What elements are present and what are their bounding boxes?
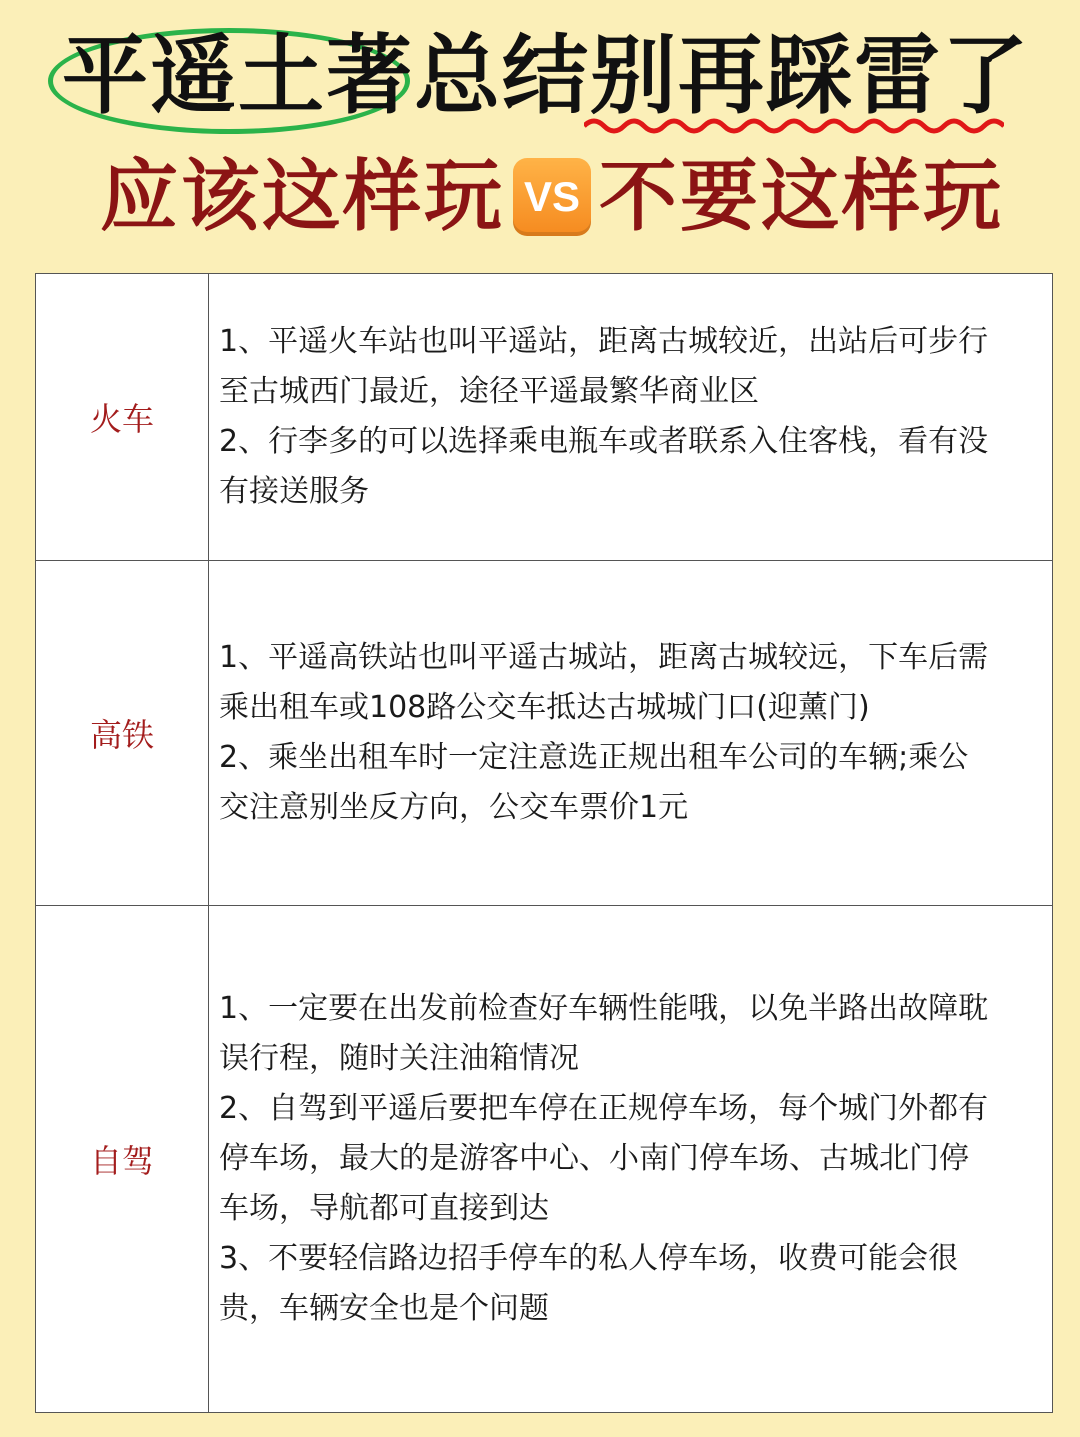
- desc-line: 3、不要轻信路边招手停车的私人停车场，收费可能会很: [219, 1241, 959, 1276]
- desc-line: 1、平遥高铁站也叫平遥古城站，距离古城较远，下车后需: [219, 640, 989, 675]
- title-line-1: [0, 22, 1080, 132]
- table-row: [36, 906, 1053, 1413]
- category-cell: 火车: [36, 274, 209, 561]
- subtitle-right: 不要这样玩: [599, 152, 1005, 242]
- category-cell: 高铁: [36, 561, 209, 906]
- table-row: [36, 561, 1053, 906]
- description-cell: [209, 906, 1053, 1413]
- desc-line: 有接送服务: [219, 474, 369, 509]
- table-row: [36, 274, 1053, 561]
- desc-line: 至古城西门最近，途径平遥最繁华商业区: [219, 374, 759, 409]
- description-cell: [209, 274, 1053, 561]
- subtitle: [100, 152, 1004, 242]
- desc-line: 乘出租车或108路公交车抵达古城城门口(迎薰门): [219, 690, 870, 725]
- desc-line: 1、平遥火车站也叫平遥站，距离古城较近，出站后可步行: [219, 324, 989, 359]
- desc-line: 贵，车辆安全也是个问题: [219, 1291, 549, 1326]
- desc-line: 误行程，随时关注油箱情况: [219, 1041, 579, 1076]
- desc-line: 2、行李多的可以选择乘电瓶车或者联系入住客栈，看有没: [219, 424, 989, 459]
- desc-line: 2、乘坐出租车时一定注意选正规出租车公司的车辆;乘公: [219, 740, 969, 775]
- description-cell: [209, 561, 1053, 906]
- transport-table: [35, 273, 1053, 1413]
- desc-line: 2、自驾到平遥后要把车停在正规停车场，每个城门外都有: [219, 1091, 989, 1126]
- page-title: 平遥土著总结别再踩雷了: [62, 26, 1030, 126]
- wavy-underline: [584, 116, 1004, 136]
- category-cell: 自驾: [36, 906, 209, 1413]
- desc-line: 停车场，最大的是游客中心、小南门停车场、古城北门停: [219, 1141, 969, 1176]
- vs-icon: VS: [513, 158, 591, 236]
- subtitle-left: 应该这样玩: [100, 152, 506, 242]
- desc-line: 1、一定要在出发前检查好车辆性能哦，以免半路出故障耽: [219, 991, 989, 1026]
- desc-line: 车场，导航都可直接到达: [219, 1191, 549, 1226]
- desc-line: 交注意别坐反方向，公交车票价1元: [219, 790, 689, 825]
